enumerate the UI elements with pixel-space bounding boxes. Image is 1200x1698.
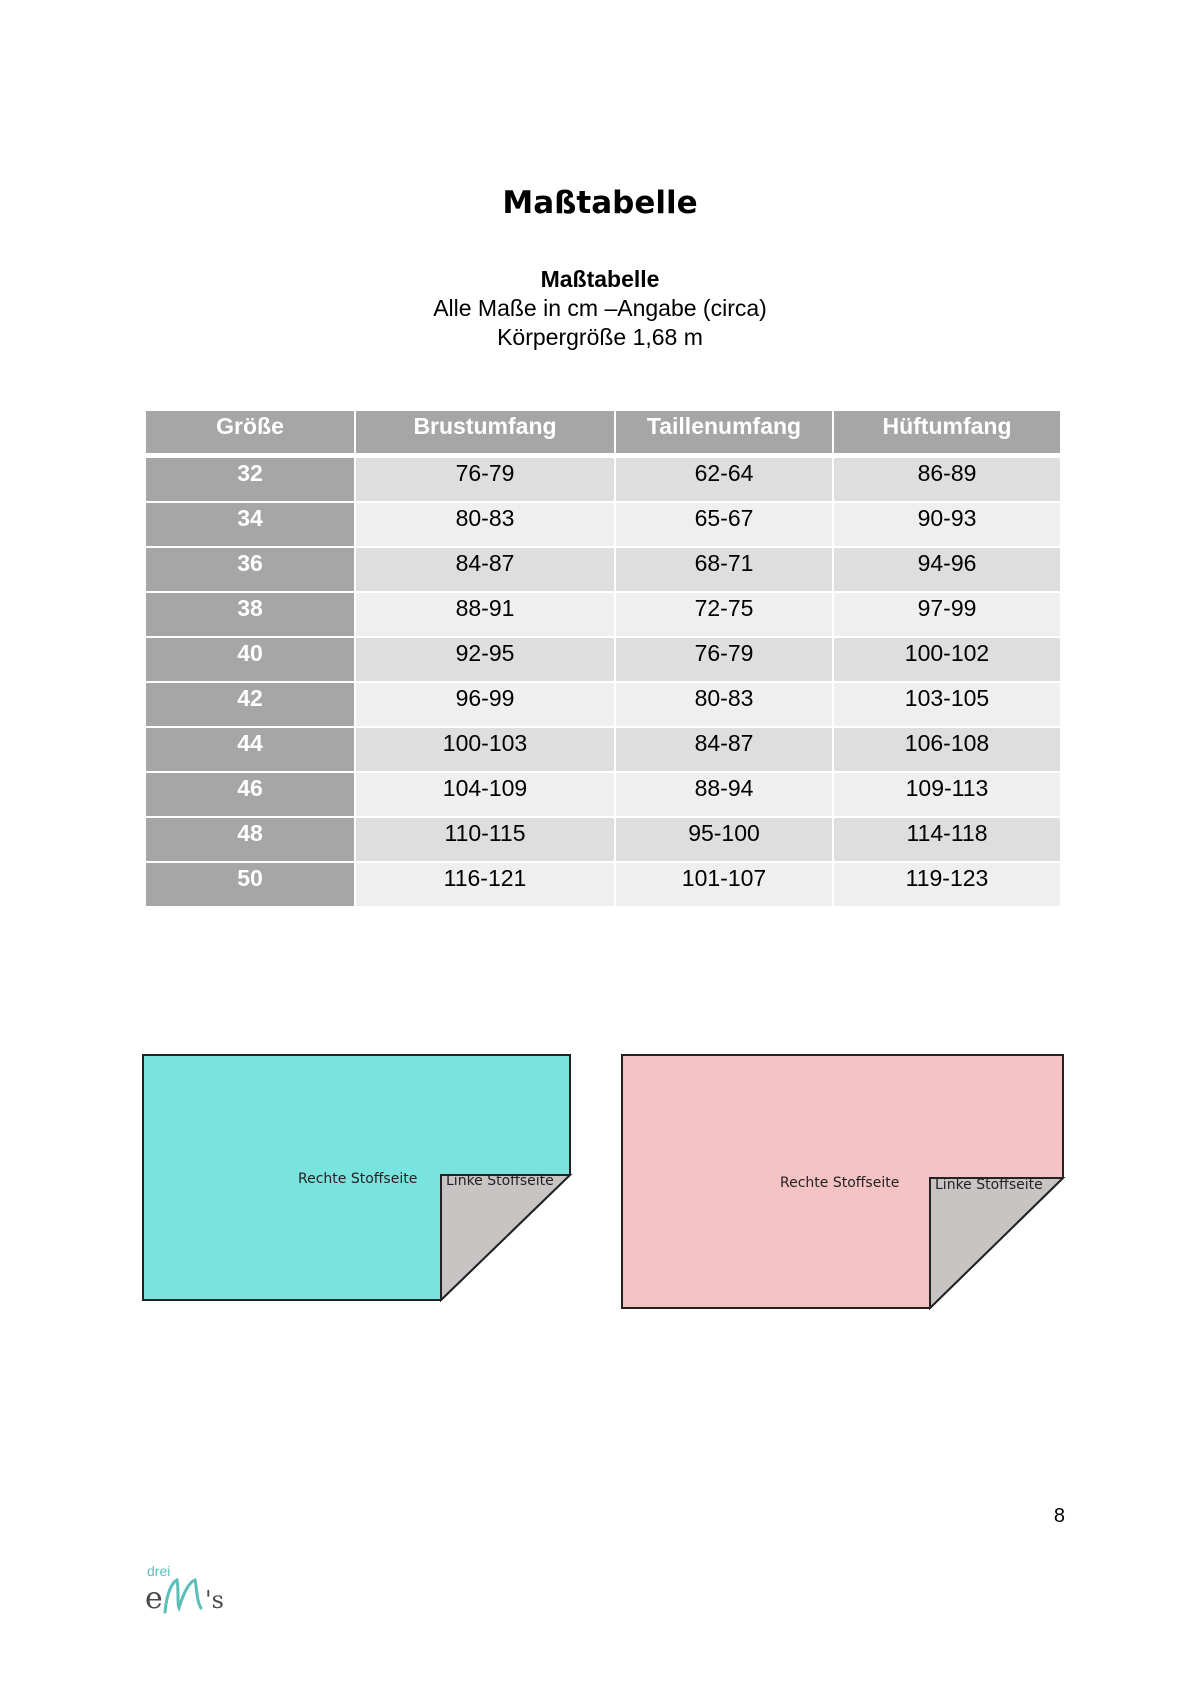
size-cell: 34 [145, 502, 355, 547]
hip-cell: 97-99 [833, 592, 1061, 637]
hip-cell: 94-96 [833, 547, 1061, 592]
waist-cell: 65-67 [615, 502, 833, 547]
fabric-fold [441, 1175, 570, 1300]
table-row [145, 772, 1061, 817]
page-title: Maßtabelle [502, 185, 698, 221]
bust-cell: 92-95 [355, 637, 615, 682]
table-row [145, 817, 1061, 862]
table-row [145, 727, 1061, 772]
table-row [145, 547, 1061, 592]
height-note: Körpergröße 1,68 m [497, 324, 703, 350]
hip-cell: 100-102 [833, 637, 1061, 682]
bust-cell: 76-79 [355, 456, 615, 503]
size-cell: 32 [145, 456, 355, 503]
hip-cell: 119-123 [833, 862, 1061, 907]
table-row [145, 592, 1061, 637]
logo-suffix: 's [205, 1586, 224, 1614]
table-row [145, 682, 1061, 727]
hip-cell: 106-108 [833, 727, 1061, 772]
bust-cell: 84-87 [355, 547, 615, 592]
size-cell: 40 [145, 637, 355, 682]
brand-logo [143, 1560, 243, 1620]
bust-cell: 110-115 [355, 817, 615, 862]
waist-cell: 84-87 [615, 727, 833, 772]
size-cell: 46 [145, 772, 355, 817]
header-size: Größe [145, 410, 355, 456]
waist-cell: 101-107 [615, 862, 833, 907]
size-table [144, 409, 1062, 908]
waist-cell: 68-71 [615, 547, 833, 592]
bust-cell: 116-121 [355, 862, 615, 907]
left-side-label: Linke Stoffseite [446, 1173, 554, 1189]
logo-m-stroke [165, 1580, 201, 1612]
logo-prefix: drei [147, 1563, 171, 1579]
fabric-fold [930, 1178, 1063, 1308]
size-cell: 38 [145, 592, 355, 637]
fabric-diagram-pink [620, 1053, 1066, 1313]
hip-cell: 86-89 [833, 456, 1061, 503]
table-row [145, 456, 1061, 503]
hip-cell: 103-105 [833, 682, 1061, 727]
bust-cell: 104-109 [355, 772, 615, 817]
size-cell: 42 [145, 682, 355, 727]
bust-cell: 88-91 [355, 592, 615, 637]
waist-cell: 76-79 [615, 637, 833, 682]
table-row [145, 502, 1061, 547]
subtitle-block [0, 265, 1200, 352]
waist-cell: 72-75 [615, 592, 833, 637]
waist-cell: 95-100 [615, 817, 833, 862]
waist-cell: 62-64 [615, 456, 833, 503]
header-hip: Hüftumfang [833, 410, 1061, 456]
hip-cell: 109-113 [833, 772, 1061, 817]
waist-cell: 88-94 [615, 772, 833, 817]
waist-cell: 80-83 [615, 682, 833, 727]
hip-cell: 114-118 [833, 817, 1061, 862]
table-row [145, 862, 1061, 907]
logo-e: e [145, 1581, 163, 1616]
bust-cell: 96-99 [355, 682, 615, 727]
bust-cell: 100-103 [355, 727, 615, 772]
right-side-label: Rechte Stoffseite [780, 1175, 900, 1191]
fabric-diagram-turquoise [141, 1053, 573, 1305]
size-cell: 44 [145, 727, 355, 772]
size-cell: 48 [145, 817, 355, 862]
subtitle: Maßtabelle [540, 266, 660, 292]
header-bust: Brustumfang [355, 410, 615, 456]
table-header-row [145, 410, 1061, 456]
left-side-label: Linke Stoffseite [935, 1177, 1043, 1193]
size-cell: 50 [145, 862, 355, 907]
hip-cell: 90-93 [833, 502, 1061, 547]
bust-cell: 80-83 [355, 502, 615, 547]
units-note: Alle Maße in cm –Angabe (circa) [433, 295, 767, 321]
size-cell: 36 [145, 547, 355, 592]
right-side-label: Rechte Stoffseite [298, 1171, 418, 1187]
table-row [145, 637, 1061, 682]
page-number: 8 [1053, 1505, 1065, 1527]
header-waist: Taillenumfang [615, 410, 833, 456]
